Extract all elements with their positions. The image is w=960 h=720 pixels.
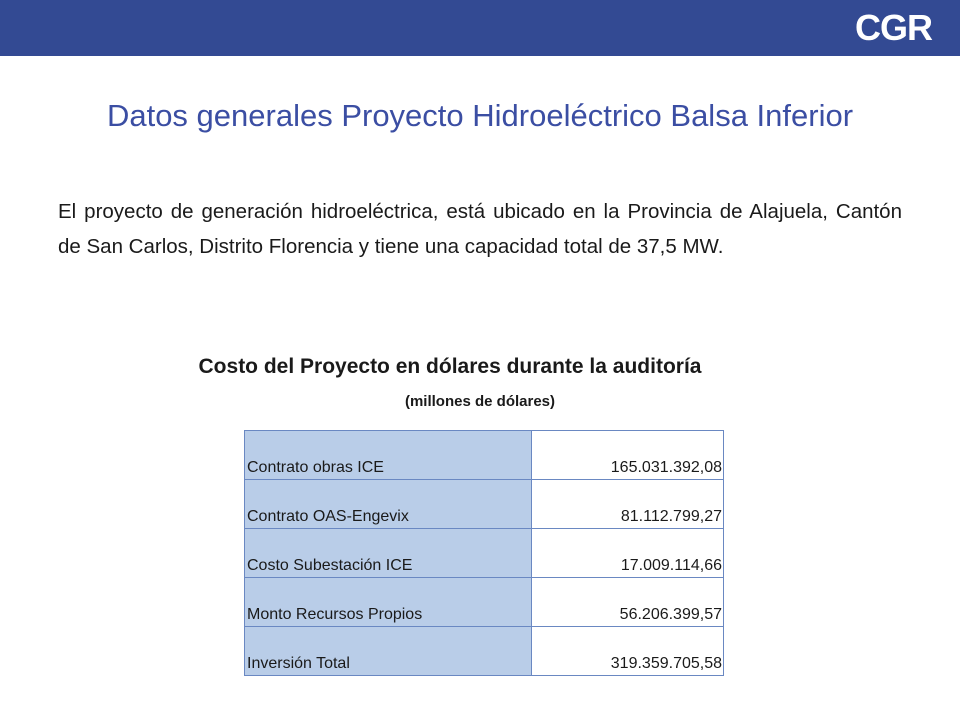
row-label: Monto Recursos Propios [245, 578, 532, 627]
table-row [245, 578, 724, 627]
row-label: Contrato OAS-Engevix [245, 480, 532, 529]
row-label: Inversión Total [245, 627, 532, 676]
row-value: 17.009.114,66 [532, 529, 724, 578]
row-label: Costo Subestación ICE [245, 529, 532, 578]
table-row [245, 480, 724, 529]
row-value: 81.112.799,27 [532, 480, 724, 529]
table-row [245, 529, 724, 578]
row-value: 56.206.399,57 [532, 578, 724, 627]
row-value: 165.031.392,08 [532, 431, 724, 480]
slide-title: Datos generales Proyecto Hidroeléctrico Balsa Inferior [106, 98, 854, 133]
table-title: Costo del Proyecto en dólares durante la auditoría [198, 355, 702, 378]
table-row [245, 627, 724, 676]
table-row [245, 431, 724, 480]
row-value: 319.359.705,58 [532, 627, 724, 676]
header-bar [0, 0, 960, 56]
project-description: El proyecto de generación hidroeléctrica, está ubicado en la Provincia de Alajuela, Cantón de San Carlos, Distrito Florencia y tiene una capacidad total de 37,5 MW. [58, 200, 902, 258]
cost-table [244, 430, 724, 676]
cgr-logo: CGR [855, 7, 932, 48]
table-subtitle: (millones de dólares) [404, 393, 556, 410]
row-label: Contrato obras ICE [245, 431, 532, 480]
